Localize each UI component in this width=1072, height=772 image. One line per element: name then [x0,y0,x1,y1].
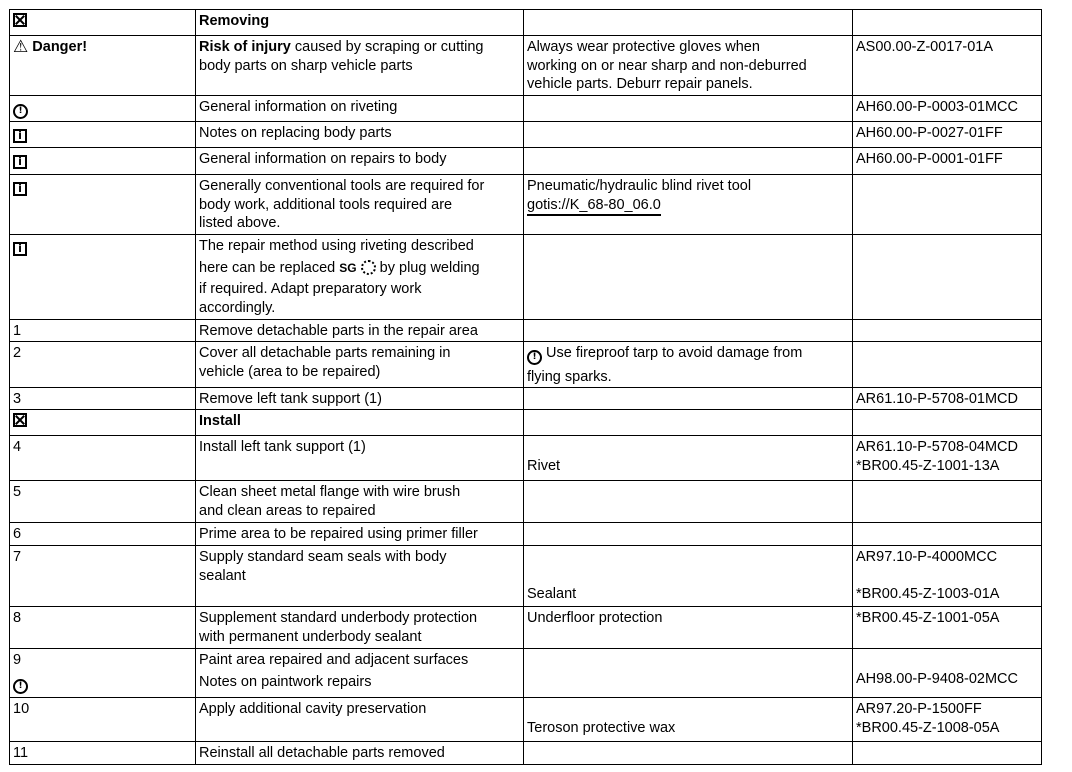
table-cell [195,234,524,320]
step-number [13,322,192,341]
remove-icon [13,13,27,27]
step-description: Notes on paintwork repairs [199,673,372,690]
row-icon [13,98,192,119]
step-number [13,390,192,409]
step-description: Reinstall all detachable parts removed [199,745,445,761]
table-cell [852,35,1042,96]
step-description-part: by plug welding [375,259,480,276]
table-cell [195,121,524,148]
step-description: listed above. [199,215,281,231]
table-cell [9,319,196,342]
table-cell [9,174,196,235]
table-cell [852,387,1042,410]
step-description: Generally conventional tools are required for [199,178,485,194]
table-cell [523,480,853,523]
table-cell [852,95,1042,122]
table-cell [523,522,853,546]
table-cell [852,648,1042,698]
row-icon [13,12,192,31]
table-cell [9,341,196,388]
table-cell [523,435,853,481]
table-cell [523,606,853,649]
step-number [13,651,192,670]
table-cell [852,435,1042,481]
table-cell [523,409,853,436]
step-number-text: 1 [13,323,22,339]
row-icon [13,412,192,431]
table-cell [852,741,1042,765]
step-number-text: 4 [13,439,22,455]
warning-triangle-icon: ⚠ [13,37,29,56]
table-cell [852,121,1042,148]
table-cell [195,697,524,742]
document-reference: AR61.10-P-5708-01MCD [856,391,1018,407]
table-cell [195,95,524,122]
info-box-icon: i [13,129,27,143]
table-cell [195,435,524,481]
info-box-icon: i [13,242,27,256]
tool-material: vehicle parts. Deburr repair panels. [527,76,753,92]
notice-circle-icon: ! [527,350,542,365]
table-cell [195,319,524,342]
step-description: vehicle (area to be repaired) [199,363,381,380]
step-description-part: here can be replaced [199,259,340,276]
table-cell [9,9,196,36]
document-reference: *BR00.45-Z-1003-01A [856,586,1000,602]
risk-label: Risk of injury [199,39,291,55]
step-description: sealant [199,567,246,584]
table-cell [523,319,853,342]
table-cell [852,606,1042,649]
table-cell [195,606,524,649]
step-description: Supplement standard underbody protection [199,610,478,626]
table-cell [9,480,196,523]
document-reference: AH60.00-P-0027-01FF [856,125,1003,141]
table-cell [523,174,853,235]
step-description: Risk of injury caused by scraping or cutting [199,39,484,55]
row-icon [13,124,192,143]
table-cell [9,234,196,320]
table-cell [852,234,1042,320]
step-description: Removing [199,13,270,29]
notice-circle-icon: ! [13,104,28,119]
tool-material [527,548,849,567]
row-icon [13,237,192,256]
table-cell [195,9,524,36]
table-cell [9,741,196,765]
step-number [13,609,192,628]
table-cell [9,95,196,122]
step-number-text: 8 [13,610,22,626]
tool-material: Always wear protective gloves when [527,39,760,55]
step-description: Remove detachable parts in the repair area [199,323,478,339]
step-description: with permanent underbody sealant [199,628,422,645]
table-cell [523,697,853,742]
document-reference: AS00.00-Z-0017-01A [856,39,994,55]
table-cell [195,387,524,410]
table-cell [523,648,853,698]
table-cell [195,174,524,235]
table-cell [852,480,1042,523]
table-cell [195,480,524,523]
document-reference: AH98.00-P-9408-02MCC [856,670,1018,687]
document-reference: *BR00.45-Z-1008-05A [856,719,1000,736]
step-description [199,259,520,278]
info-box-icon: i [13,155,27,169]
table-cell [9,648,196,698]
step-number [13,548,192,567]
document-reference: AR61.10-P-5708-04MCD [856,439,1018,455]
tool-material: Underfloor protection [527,610,663,626]
step-description: Cover all detachable parts remaining in [199,345,451,361]
table-cell [9,35,196,96]
step-description: Paint area repaired and adjacent surfaces [199,652,469,668]
danger-label: Danger! [32,39,88,55]
table-cell [523,95,853,122]
table-cell [9,522,196,546]
table-cell [195,409,524,436]
step-number [13,38,192,57]
step-number-text: 3 [13,391,22,407]
table-cell [523,741,853,765]
link-line [527,196,849,217]
info-box-icon: i [13,182,27,196]
table-cell [523,234,853,320]
tool-material [527,438,849,457]
document-reference [856,567,1038,586]
step-description: Clean sheet metal flange with wire brush [199,484,461,500]
step-description: and clean areas to repaired [199,502,376,519]
step-description: The repair method using riveting described [199,238,474,254]
gotis-link[interactable]: gotis://K_68-80_06.0 [527,196,661,217]
notice-circle-icon: ! [13,679,28,694]
document-reference: AH60.00-P-0001-01FF [856,151,1003,167]
table-cell [9,409,196,436]
table-cell [9,697,196,742]
table-cell [852,545,1042,607]
remove-icon [13,413,27,427]
step-number-text: 10 [13,701,30,717]
step-number [13,438,192,457]
step-description: body parts on sharp vehicle parts [199,57,413,74]
step-description: Remove left tank support (1) [199,391,382,407]
step-number [13,525,192,544]
step-description: accordingly. [199,299,276,316]
table-cell [852,522,1042,546]
table-cell [523,341,853,388]
step-number [13,483,192,502]
plug-weld-icon [361,260,376,275]
tool-material: Teroson protective wax [527,719,676,736]
table-cell [195,35,524,96]
table-cell [9,387,196,410]
step-number [13,344,192,363]
table-cell [195,545,524,607]
step-number-text: 11 [13,745,29,761]
table-cell [852,341,1042,388]
document-reference: AH60.00-P-0003-01MCC [856,99,1018,115]
tool-material: working on or near sharp and non-deburred [527,57,807,74]
document-reference: *BR00.45-Z-1001-05A [856,610,1000,626]
table-cell [195,147,524,175]
step-description: General information on repairs to body [199,151,447,167]
step-description: Prime area to be repaired using primer filler [199,526,478,542]
step-number [13,700,192,719]
step-description: Install left tank support (1) [199,439,366,455]
table-cell [523,387,853,410]
document-reference: AR97.20-P-1500FF [856,701,982,717]
table-cell [9,545,196,607]
step-description: Notes on replacing body parts [199,125,392,141]
step-number-text: 2 [13,345,22,361]
step-number [13,744,192,763]
table-cell [852,147,1042,175]
table-cell [852,409,1042,436]
tool-material: Pneumatic/hydraulic blind rivet tool [527,178,752,194]
step-description: Apply additional cavity preservation [199,701,427,717]
step-number-text: 7 [13,549,22,565]
sg-label: SG [339,260,357,275]
table-cell [9,147,196,175]
table-cell [195,741,524,765]
notice-text [527,344,849,365]
table-cell [523,9,853,36]
table-cell [195,648,524,698]
step-description: Supply standard seam seals with body [199,549,447,565]
step-number-text: 6 [13,526,22,542]
step-description: body work, additional tools required are [199,196,453,213]
step-number-text: 9 [13,652,22,668]
row-icon [13,150,192,169]
table-cell [195,522,524,546]
document-reference [856,651,1038,670]
table-cell [9,435,196,481]
row-icon [13,177,192,196]
notice-text-part: Use fireproof tarp to avoid damage from [546,345,803,361]
step-description: if required. Adapt preparatory work [199,281,422,297]
table-cell [852,697,1042,742]
table-cell [9,606,196,649]
step-description: General information on riveting [199,99,398,115]
tool-material [527,567,849,586]
table-cell [523,35,853,96]
tool-material: Rivet [527,457,561,474]
table-cell [852,9,1042,36]
step-description: Install [199,413,241,429]
table-cell [523,121,853,148]
row-icon [13,673,192,694]
tool-material [527,700,849,719]
table-cell [852,174,1042,235]
table-cell [523,147,853,175]
tool-material: Sealant [527,586,577,602]
document-reference: *BR00.45-Z-1001-13A [856,457,1000,474]
step-number-text: 5 [13,484,22,500]
table-cell [523,545,853,607]
table-cell [195,341,524,388]
table-cell [9,121,196,148]
notice-text: flying sparks. [527,369,612,385]
table-cell [852,319,1042,342]
document-reference: AR97.10-P-4000MCC [856,549,998,565]
